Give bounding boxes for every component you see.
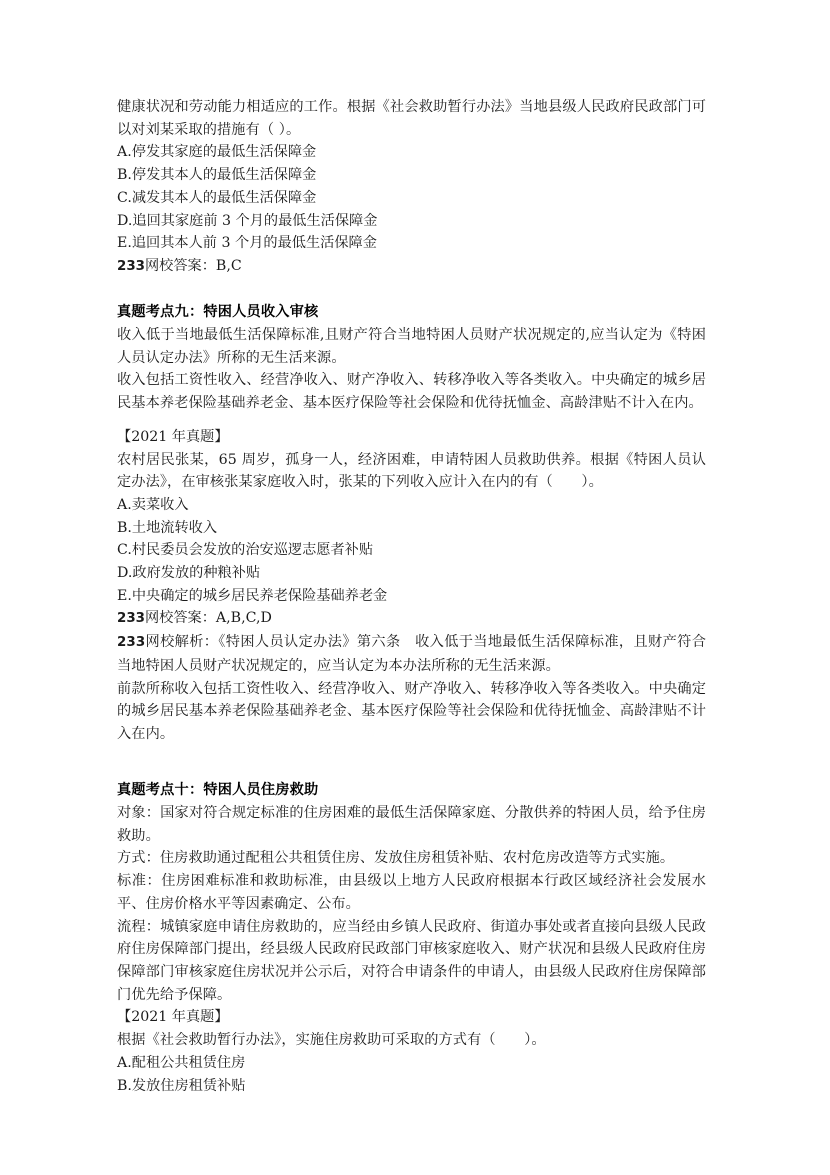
section-nine-answer-label: 网校答案： — [144, 610, 216, 627]
section-ten-option-a: A.配租公共租赁住房 — [117, 1054, 246, 1071]
intro-option-e: E.追回其本人前 3 个月的最低生活保障金 — [117, 235, 377, 252]
intro-option-d: D.追回其家庭前 3 个月的最低生活保障金 — [117, 212, 378, 229]
section-nine-answer-lead: 233 — [117, 611, 145, 627]
section-ten-option-b: B.发放住房租赁补贴 — [117, 1077, 246, 1094]
section-gap-1 — [117, 279, 706, 302]
section-nine-explain-text: 《特困人员认定办法》第六条 收入低于当地最低生活保障标准，且财产符合当地特困人员财产状况规定的，应当认定为本办法所称的无生活来源。 — [117, 634, 706, 674]
section-gap-2 — [117, 746, 706, 769]
intro-option-b: B.停发其本人的最低生活保障金 — [117, 167, 317, 184]
section-nine-explanation — [117, 631, 706, 677]
section-gap-2b — [117, 768, 706, 779]
section-nine-year-tag: 【2021 年真题】 — [117, 428, 229, 445]
section-nine-option-a: A.卖菜收入 — [117, 496, 189, 513]
intro-answer-line — [117, 255, 706, 279]
section-nine-option-b: B.土地流转收入 — [117, 519, 218, 536]
section-nine-answer-value: A,B,C,D — [215, 610, 272, 627]
section-nine-answer-line — [117, 607, 706, 631]
section-ten-object: 对象：国家对符合规定标准的住房困难的最低生活保障家庭、分散供养的特困人员，给予住房救助。 — [117, 805, 706, 844]
section-nine-paragraph-1: 收入低于当地最低生活保障标准,且财产符合当地特困人员财产状况规定的,应当认定为《特困人员认定办法》所称的无生活来源。 — [117, 327, 706, 366]
section-nine-option-e: E.中央确定的城乡居民养老保险基础养老金 — [117, 587, 388, 604]
section-ten-process: 流程：城镇家庭申请住房救助的，应当经由乡镇人民政府、街道办事处或者直接向县级人民政府住房保障部门提出，经县级人民政府民政部门审核家庭收入、财产状况和县级人民政府住房保障部门审核家庭住房状况并公示后，对符合申请条件的申请人，由县级人民政府住房保障部门优先给予保障。 — [117, 918, 706, 1003]
section-nine-explain-lead: 233 — [117, 635, 146, 651]
section-nine-question-stem: 农村居民张某，65 周岁，孤身一人，经济困难，申请特困人员救助供养。根据《特困人员认定办法》，在审核张某家庭收入时，张某的下列收入应计入在内的有（ ）。 — [117, 451, 706, 491]
section-ten-year-tag: 【2021 年真题】 — [117, 1009, 229, 1026]
section-ten-method: 方式：住房救助通过配租公共租赁住房、发放住房租赁补贴、农村危房改造等方式实施。 — [117, 850, 675, 867]
section-nine-option-d: D.政府发放的种粮补贴 — [117, 565, 261, 582]
intro-question-stem: 健康状况和劳动能力相适应的工作。根据《社会救助暂行办法》当地县级人民政府民政部门可以对刘某采取的措施有（ ）。 — [117, 99, 706, 138]
section-nine-option-c: C.村民委员会发放的治安巡逻志愿者补贴 — [117, 542, 374, 559]
section-nine-heading: 真题考点九：特困人员收入审核 — [117, 304, 319, 321]
page-content — [117, 96, 706, 1097]
section-nine-explanation-2: 前款所称收入包括工资性收入、经营净收入、财产净收入、转移净收入等各类收入。中央确定的城乡居民基本养老保险基础养老金、基本医疗保险等社会保险和优待抚恤金、高龄津贴不计入在内。 — [117, 680, 706, 742]
intro-option-a: A.停发其家庭的最低生活保障金 — [117, 144, 317, 161]
section-ten-heading: 真题考点十：特困人员住房救助 — [117, 782, 319, 799]
section-nine-gap — [117, 415, 706, 426]
section-ten-standard: 标准：住房困难标准和救助标准，由县级以上地方人民政府根据本行政区域经济社会发展水平、住房价格水平等因素确定、公布。 — [117, 873, 706, 912]
intro-option-c: C.减发其本人的最低生活保障金 — [117, 189, 317, 206]
intro-answer-label: 网校答案： — [144, 257, 216, 274]
section-nine-paragraph-2: 收入包括工资性收入、经营净收入、财产净收入、转移净收入等各类收入。中央确定的城乡居民基本养老保险基础养老金、基本医疗保险等社会保险和优待抚恤金、高龄津贴不计入在内。 — [117, 372, 706, 412]
section-ten-question-stem: 根据《社会救助暂行办法》，实施住房救助可采取的方式有（ ）。 — [117, 1032, 546, 1049]
intro-answer-lead: 233 — [117, 258, 145, 274]
section-nine-explain-label: 网校解析： — [145, 634, 219, 651]
intro-answer-value: B,C — [215, 257, 242, 274]
